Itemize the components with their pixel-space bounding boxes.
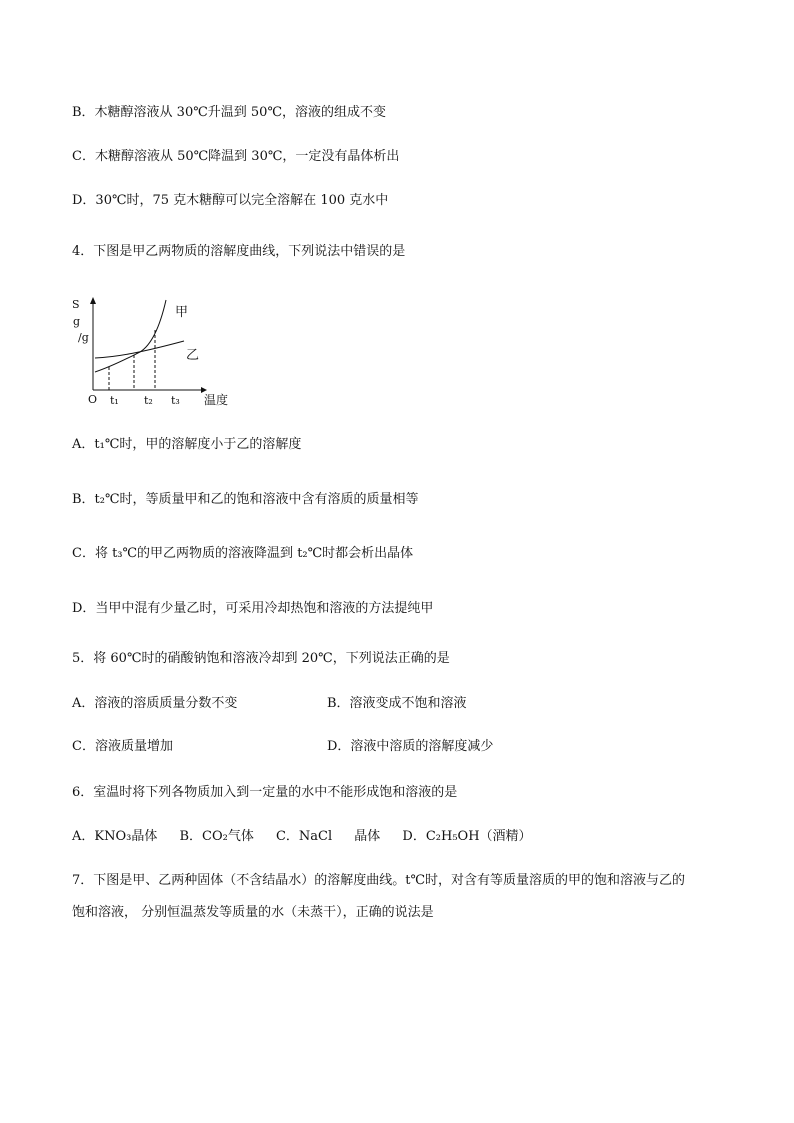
t3-label: t₃ <box>171 394 180 407</box>
q3-option-b: B．木糖醇溶液从 30℃升温到 50℃，溶液的组成不变 <box>72 105 386 120</box>
q4-stem: 4．下图是甲乙两物质的溶解度曲线，下列说法中错误的是 <box>72 244 406 259</box>
t2-label: t₂ <box>144 394 153 407</box>
label-jia: 甲 <box>175 305 189 320</box>
q7-stem-line1: 7．下图是甲、乙两种固体（不含结晶水）的溶解度曲线。t℃时，对含有等质量溶质的甲的饱和溶液与乙的 <box>72 873 686 888</box>
q6-options: A．KNO₃晶体 B．CO₂气体 C．NaCl 晶体 D．C₂H₅OH（酒精） <box>72 829 532 844</box>
q6-stem: 6．室温时将下列各物质加入到一定量的水中不能形成饱和溶液的是 <box>72 785 458 800</box>
q4-option-b: B．t₂℃时，等质量甲和乙的饱和溶液中含有溶质的质量相等 <box>72 492 419 507</box>
t1-label: t₁ <box>110 394 119 407</box>
y-axis-arrow <box>90 297 96 304</box>
q5-stem: 5．将 60℃时的硝酸钠饱和溶液冷却到 20℃，下列说法正确的是 <box>72 651 450 666</box>
y-label-unit: /g <box>78 331 89 344</box>
solubility-curve-graph <box>68 292 248 412</box>
q7-stem-line2: 饱和溶液， 分别恒温蒸发等质量的水（未蒸干），正确的说法是 <box>72 905 434 920</box>
q5-option-d: D．溶液中溶质的溶解度减少 <box>327 739 494 754</box>
q5-option-c: C．溶液质量增加 <box>72 739 173 754</box>
q5-option-b: B．溶液变成不饱和溶液 <box>327 696 467 711</box>
q5-option-a: A．溶液的溶质质量分数不变 <box>72 696 238 711</box>
q3-option-c: C．木糖醇溶液从 50℃降温到 30℃，一定没有晶体析出 <box>72 149 400 164</box>
y-label-s: S <box>72 298 80 311</box>
q4-option-a: A．t₁℃时，甲的溶解度小于乙的溶解度 <box>72 437 302 452</box>
label-yi: 乙 <box>186 348 200 363</box>
y-label-g: g <box>73 315 81 328</box>
q4-option-c: C．将 t₃℃的甲乙两物质的溶液降温到 t₂℃时都会析出晶体 <box>72 546 414 561</box>
origin-label: O <box>88 393 98 406</box>
q3-option-d: D．30℃时，75 克木糖醇可以完全溶解在 100 克水中 <box>72 193 389 208</box>
q4-option-d: D．当甲中混有少量乙时，可采用冷却热饱和溶液的方法提纯甲 <box>72 601 434 616</box>
x-axis-label: 温度 <box>204 393 229 407</box>
curve-yi <box>95 341 184 358</box>
